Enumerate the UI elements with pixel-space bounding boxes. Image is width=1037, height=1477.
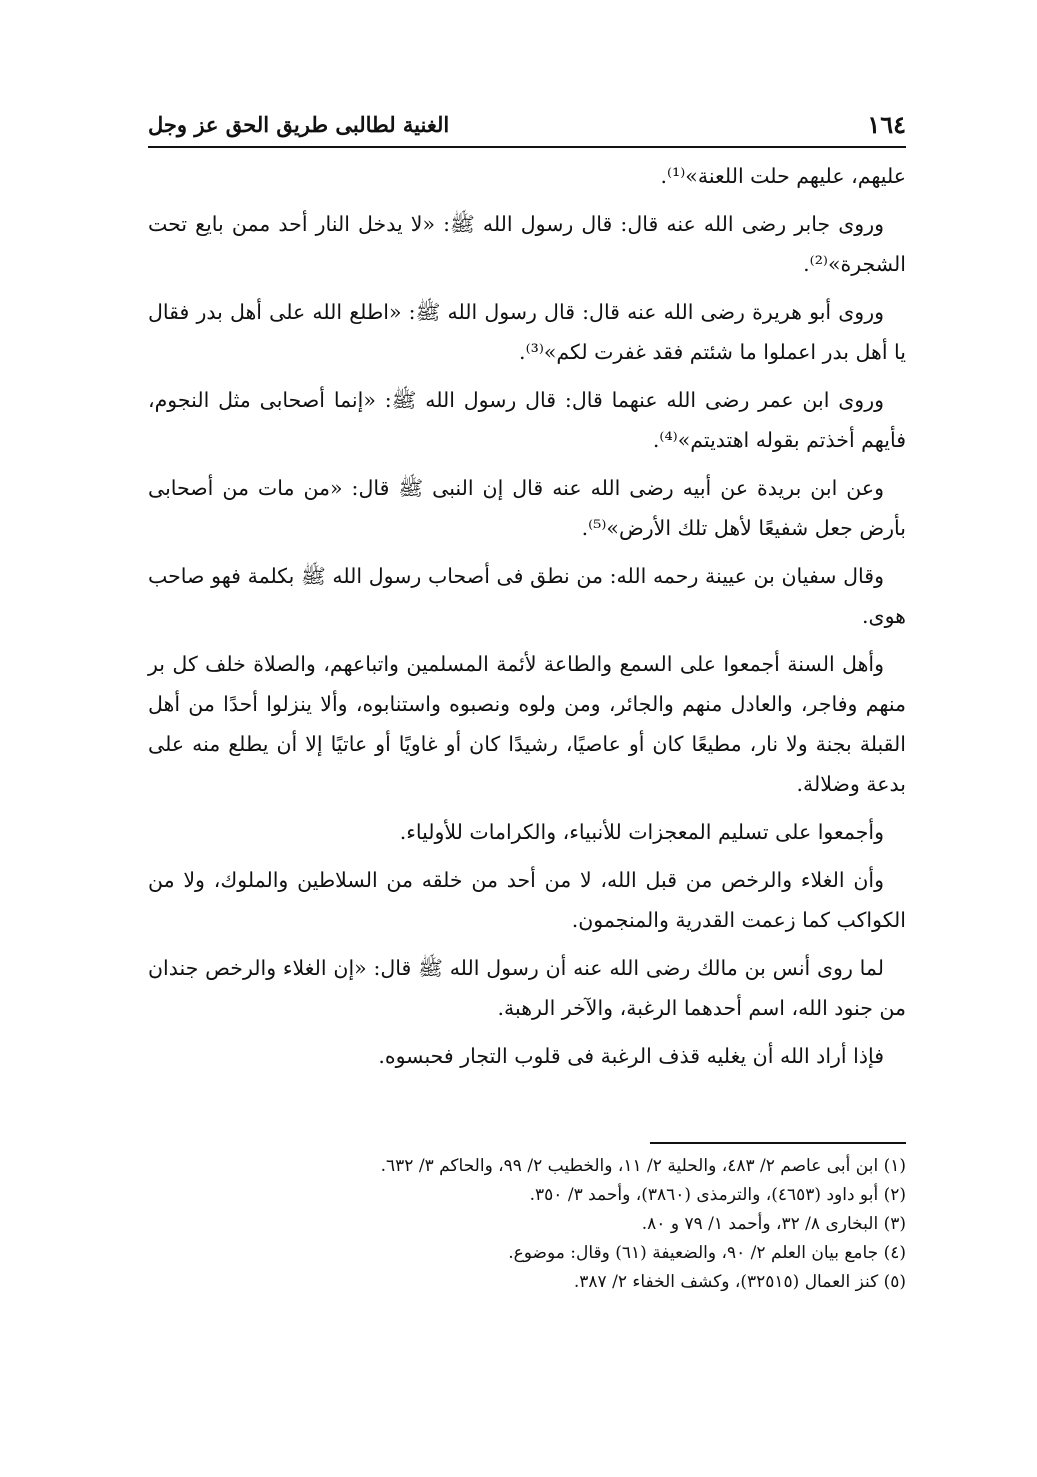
footnote-divider [650,1142,906,1144]
running-header [148,108,906,142]
paragraph: فإذا أراد الله أن يغليه قذف الرغبة فى قلوب التجار فحبسوه. [378,1044,884,1068]
footnote: (٤) جامع بيان العلم ٢/ ٩٠، والضعيفة (٦١) وقال: موضوع. [508,1243,906,1263]
header-divider [148,146,906,148]
paragraph: وروى أبو هريرة رضى الله عنه قال: قال رسول الله ﷺ: «اطلع الله على أهل بدر فقال يا أهل بدر اعملوا ما شئتم فقد غفرت لكم»⁽³⁾. [148,300,906,364]
paragraph: وأهل السنة أجمعوا على السمع والطاعة لأئمة المسلمين واتباعهم، والصلاة خلف كل بر منهم وفاجر، والعادل منهم والجائر، ومن ولوه ونصبوه واستنابوه، وألا ينزلوا أحدًا من أهل القبلة بجنة ولا نار، مطيعًا كان أو عاصيًا، رشيدًا كان أو غاويًا أو عاتيًا إلا أن يطلع منه على بدعة وضلالة. [148,652,906,796]
paragraph: وأن الغلاء والرخص من قبل الله، لا من أحد من خلقه من السلاطين والملوك، ولا من الكواكب كما زعمت القدرية والمنجمون. [148,868,906,932]
footnotes [148,1152,906,1297]
main-text [148,156,906,1084]
paragraph: وقال سفيان بن عيينة رحمه الله: من نطق فى أصحاب رسول الله ﷺ بكلمة فهو صاحب هوى. [148,564,906,628]
book-title: الغنية لطالبى طريق الحق عز وجل [148,112,450,137]
footnote: (١) ابن أبى عاصم ٢/ ٤٨٣، والحلية ٢/ ١١، والخطيب ٢/ ٩٩، والحاكم ٣/ ٦٣٢. [380,1156,906,1176]
paragraph: عليهم، عليهم حلت اللعنة»⁽¹⁾. [660,164,906,188]
footnote: (٢) أبو داود (٤٦٥٣)، والترمذى (٣٨٦٠)، وأحمد ٣/ ٣٥٠. [529,1185,906,1205]
page-number: ١٦٤ [867,110,906,139]
paragraph: وعن ابن بريدة عن أبيه رضى الله عنه قال إن النبى ﷺ قال: «من مات من أصحابى بأرض جعل شفيعًا لأهل تلك الأرض»⁽⁵⁾. [148,476,906,540]
footnote: (٣) البخارى ٨/ ٣٢، وأحمد ١/ ٧٩ و ٨٠. [641,1214,906,1234]
paragraph: وروى جابر رضى الله عنه قال: قال رسول الله ﷺ: «لا يدخل النار أحد ممن بايع تحت الشجرة»⁽²⁾. [148,212,906,276]
paragraph: لما روى أنس بن مالك رضى الله عنه أن رسول الله ﷺ قال: «إن الغلاء والرخص جندان من جنود الله، اسم أحدهما الرغبة، والآخر الرهبة. [148,956,906,1020]
paragraph: وروى ابن عمر رضى الله عنهما قال: قال رسول الله ﷺ: «إنما أصحابى مثل النجوم، فأيهم أخذتم بقوله اهتديتم»⁽⁴⁾. [148,388,906,452]
footnote: (٥) كنز العمال (٣٢٥١٥)، وكشف الخفاء ٢/ ٣٨٧. [573,1272,906,1292]
paragraph: وأجمعوا على تسليم المعجزات للأنبياء، والكرامات للأولياء. [399,820,884,844]
